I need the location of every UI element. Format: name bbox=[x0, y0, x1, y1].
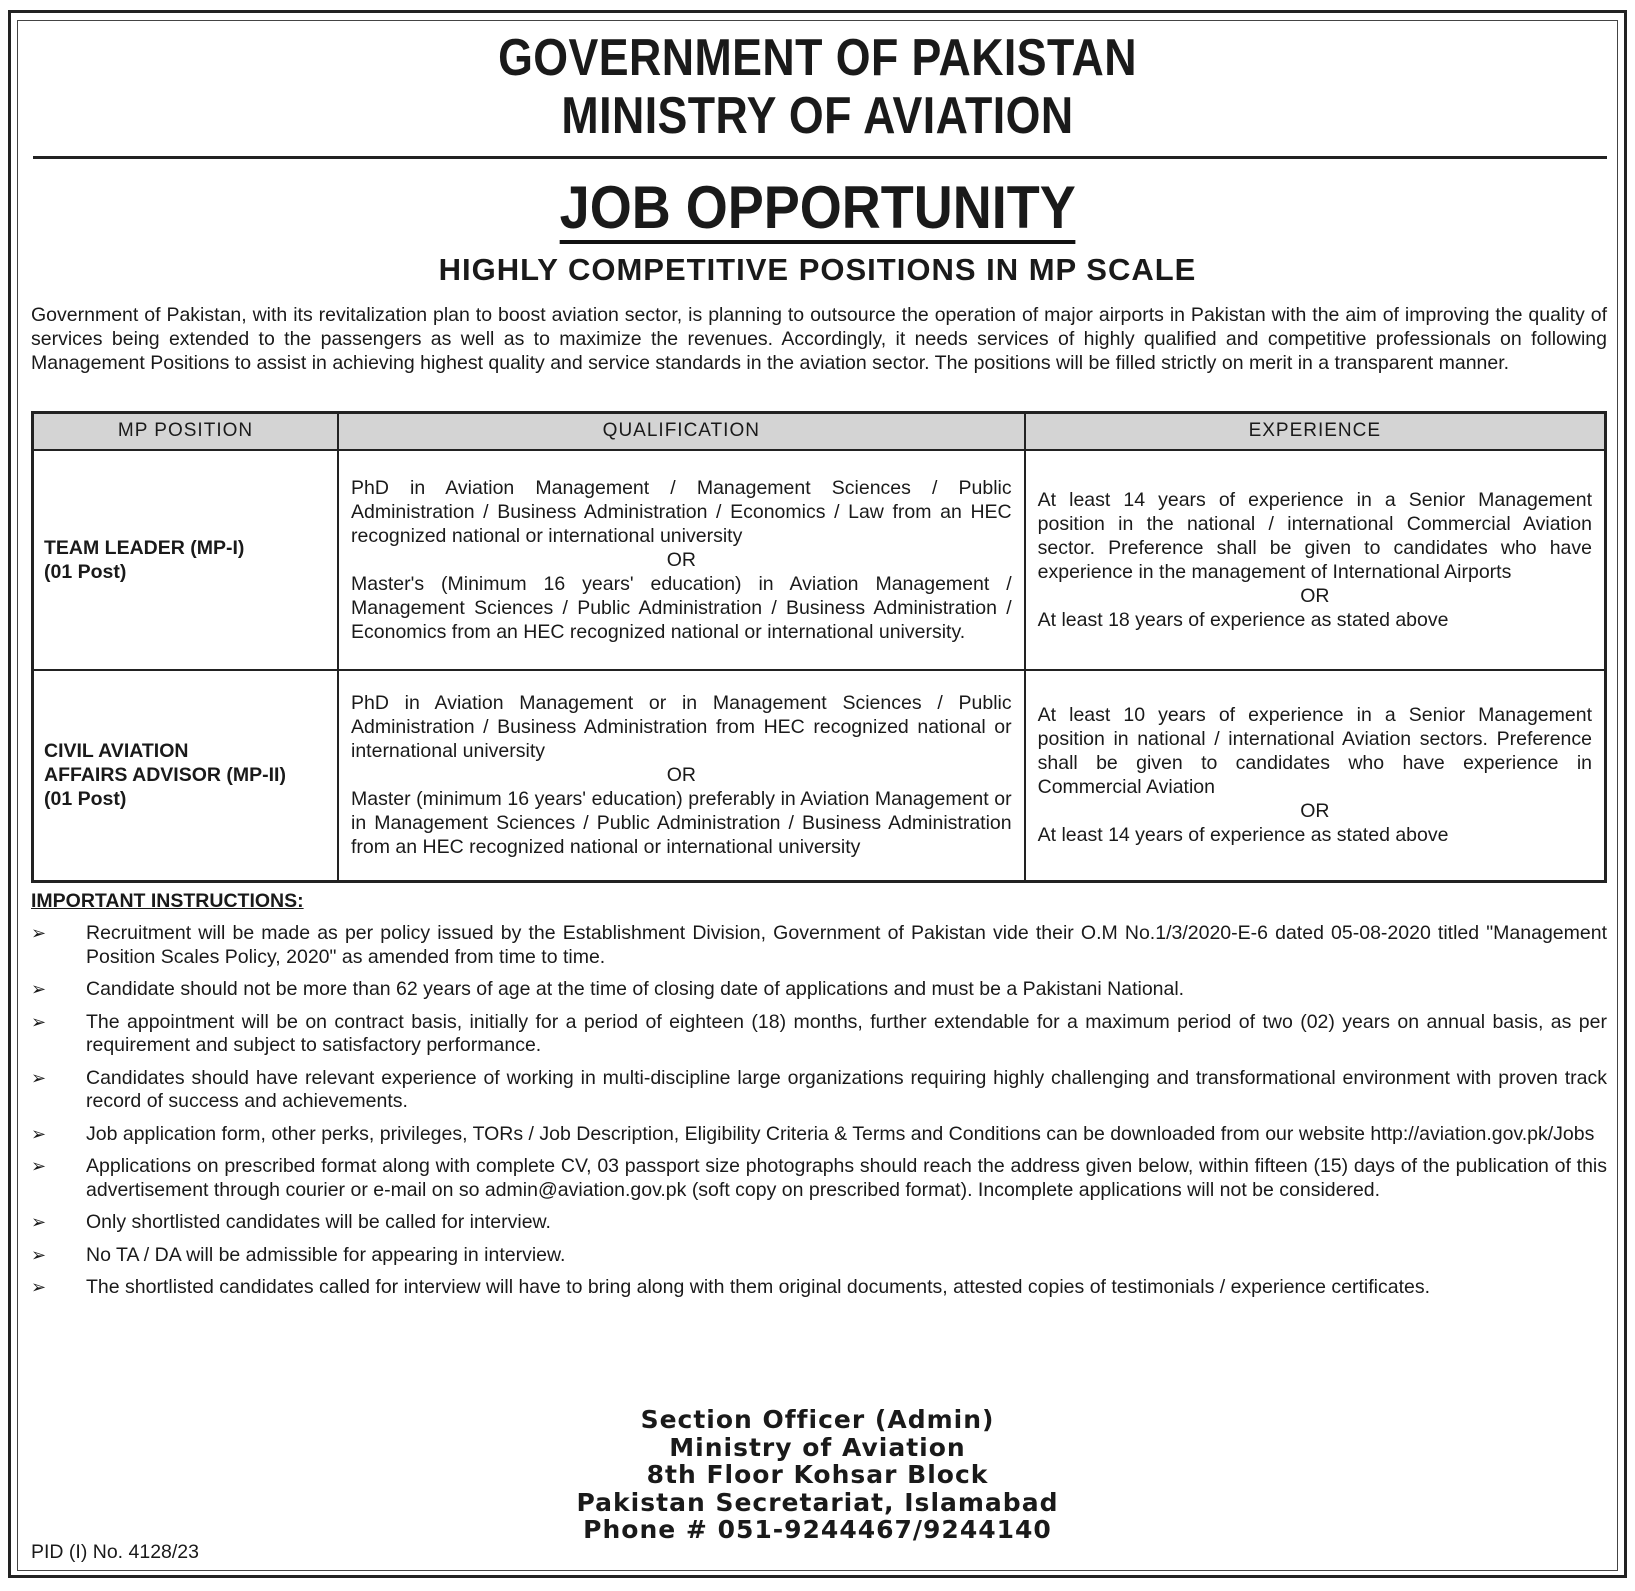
experience-or: OR bbox=[1300, 584, 1330, 607]
qualification-option-a: PhD in Aviation Management or in Management Sciences / Public Administration / Business Administration from HEC recognized national or international university bbox=[351, 692, 1012, 763]
experience-option-b: At least 14 years of experience as stated above bbox=[1037, 824, 1449, 847]
contact-address bbox=[0, 1406, 1635, 1544]
position-title-cont: AFFAIRS ADVISOR (MP-II) bbox=[44, 764, 286, 787]
header-government: GOVERNMENT OF PAKISTAN bbox=[498, 29, 1137, 87]
experience-option-a: At least 10 years of experience in a Senior Management position in national / international Aviation sectors. Preference shall be given to candidates who have experience in Commercial Aviation bbox=[1037, 704, 1592, 799]
list-item bbox=[31, 1276, 1607, 1300]
page-title bbox=[0, 176, 1635, 244]
experience-option-b: At least 18 years of experience as stated above bbox=[1037, 608, 1449, 631]
address-ministry: Ministry of Aviation bbox=[669, 1432, 966, 1462]
experience-or: OR bbox=[1300, 800, 1330, 823]
list-item bbox=[31, 1244, 1607, 1268]
qualification-cell bbox=[338, 450, 1025, 670]
qualification-option-b: Master (minimum 16 years' education) preferably in Aviation Management or in Management Sciences / Public Administration / Business Administration from an HEC recognized national or international university bbox=[351, 788, 1012, 859]
instruction-text: The appointment will be on contract basis, initially for a period of eighteen (18) months, further extendable for a maximum period of two (02) years on annual basis, as per requirement and subject to satisfactory performance. bbox=[86, 1010, 1607, 1056]
instruction-text: The shortlisted candidates called for interview will have to bring along with them original documents, attested copies of testimonials / experience certificates. bbox=[86, 1276, 1431, 1298]
experience-cell bbox=[1025, 450, 1606, 670]
arrow-bullet-icon: ➢ bbox=[31, 1277, 47, 1297]
address-floor: 8th Floor Kohsar Block bbox=[646, 1460, 989, 1489]
instructions-list bbox=[31, 922, 1607, 1309]
pid-number: PID (I) No. 4128/23 bbox=[31, 1541, 199, 1563]
position-title: CIVIL AVIATION bbox=[44, 740, 189, 763]
intro-paragraph: Government of Pakistan, with its revitalization plan to boost aviation sector, is planning to outsource the operation of major airports in Pakistan with the aim of improving the quality of services being extended to the passengers as well as to maximize the revenues. Accordingly, it needs services of highly qualified and competitive professionals on following Management Positions to assist in achieving highest quality and service standards in the aviation sector. The positions will be filled strictly on merit in a transparent manner. bbox=[31, 304, 1607, 374]
instructions-heading: IMPORTANT INSTRUCTIONS: bbox=[31, 890, 304, 912]
address-officer: Section Officer (Admin) bbox=[640, 1405, 995, 1434]
list-item bbox=[31, 922, 1607, 969]
instruction-text: Applications on prescribed format along with complete CV, 03 passport size photographs should reach the address given below, within fifteen (15) days of the publication of this advertisement through courier or e-mail on so admin@aviation.gov.pk (soft copy on prescribed format). Incomplete applications will not be considered. bbox=[86, 1155, 1607, 1201]
instruction-text: Recruitment will be made as per policy issued by the Establishment Division, Government of Pakistan vide their O.M No.1/3/2020-E-6 dated 05-08-2020 titled "Management Position Scales Policy, 2020" as amended from time to time. bbox=[86, 922, 1607, 968]
address-phone: Phone # 051-9244467/9244140 bbox=[583, 1515, 1052, 1544]
position-posts: (01 Post) bbox=[44, 788, 127, 811]
address-secretariat: Pakistan Secretariat, Islamabad bbox=[576, 1487, 1059, 1517]
column-header-position: MP POSITION bbox=[33, 413, 339, 450]
list-item bbox=[31, 1123, 1607, 1147]
qualification-or: OR bbox=[666, 548, 696, 571]
qualification-option-b: Master's (Minimum 16 years' education) in Aviation Management / Management Sciences / Public Administration / Business Administration / Economics from an HEC recognized national or international university. bbox=[351, 572, 1012, 643]
position-posts: (01 Post) bbox=[44, 560, 127, 583]
arrow-bullet-icon: ➢ bbox=[31, 979, 47, 999]
table-row bbox=[33, 670, 1606, 882]
instruction-text: Candidates should have relevant experience of working in multi-discipline large organizations requiring highly challenging and transformational environment with proven track record of success and achievements. bbox=[86, 1066, 1607, 1112]
header-divider bbox=[33, 156, 1607, 159]
arrow-bullet-icon: ➢ bbox=[31, 1067, 47, 1088]
page-subtitle: HIGHLY COMPETITIVE POSITIONS IN MP SCALE bbox=[438, 252, 1197, 287]
instruction-text: Only shortlisted candidates will be called for interview. bbox=[86, 1211, 551, 1233]
list-item bbox=[31, 1155, 1607, 1202]
list-item bbox=[31, 1211, 1607, 1235]
list-item bbox=[31, 1067, 1607, 1114]
positions-table bbox=[31, 411, 1607, 883]
qualification-cell bbox=[338, 670, 1025, 882]
arrow-bullet-icon: ➢ bbox=[31, 923, 47, 943]
experience-cell bbox=[1025, 670, 1606, 882]
instruction-text: Job application form, other perks, privileges, TORs / Job Description, Eligibility Criteria & Terms and Conditions can be downloaded from our website http://aviation.gov.pk/Jobs bbox=[86, 1122, 1595, 1145]
position-title: TEAM LEADER (MP-I) bbox=[44, 536, 245, 559]
arrow-bullet-icon: ➢ bbox=[31, 1212, 47, 1232]
qualification-or: OR bbox=[666, 764, 696, 787]
arrow-bullet-icon: ➢ bbox=[31, 1156, 47, 1176]
header-ministry: MINISTRY OF AVIATION bbox=[561, 87, 1074, 145]
table-header-row bbox=[33, 413, 1606, 450]
arrow-bullet-icon: ➢ bbox=[31, 1011, 47, 1032]
arrow-bullet-icon: ➢ bbox=[31, 1244, 47, 1265]
arrow-bullet-icon: ➢ bbox=[31, 1123, 47, 1144]
position-cell bbox=[33, 450, 339, 670]
instruction-text: No TA / DA will be admissible for appearing in interview. bbox=[86, 1243, 566, 1266]
page-title-text: JOB OPPORTUNITY bbox=[559, 176, 1075, 244]
experience-option-a: At least 14 years of experience in a Senior Management position in the national / international Commercial Aviation sector. Preference shall be given to candidates who have experience in the management of International Airports bbox=[1037, 488, 1592, 583]
position-cell bbox=[33, 670, 339, 882]
list-item bbox=[31, 978, 1607, 1002]
table-row bbox=[33, 450, 1606, 670]
list-item bbox=[31, 1011, 1607, 1058]
column-header-experience: EXPERIENCE bbox=[1025, 413, 1606, 450]
column-header-qualification: QUALIFICATION bbox=[338, 413, 1025, 450]
qualification-option-a: PhD in Aviation Management / Management Sciences / Public Administration / Business Administration / Economics / Law from an HEC recognized national or international university bbox=[351, 476, 1012, 547]
instruction-text: Candidate should not be more than 62 years of age at the time of closing date of applications and must be a Pakistani National. bbox=[86, 978, 1185, 1000]
